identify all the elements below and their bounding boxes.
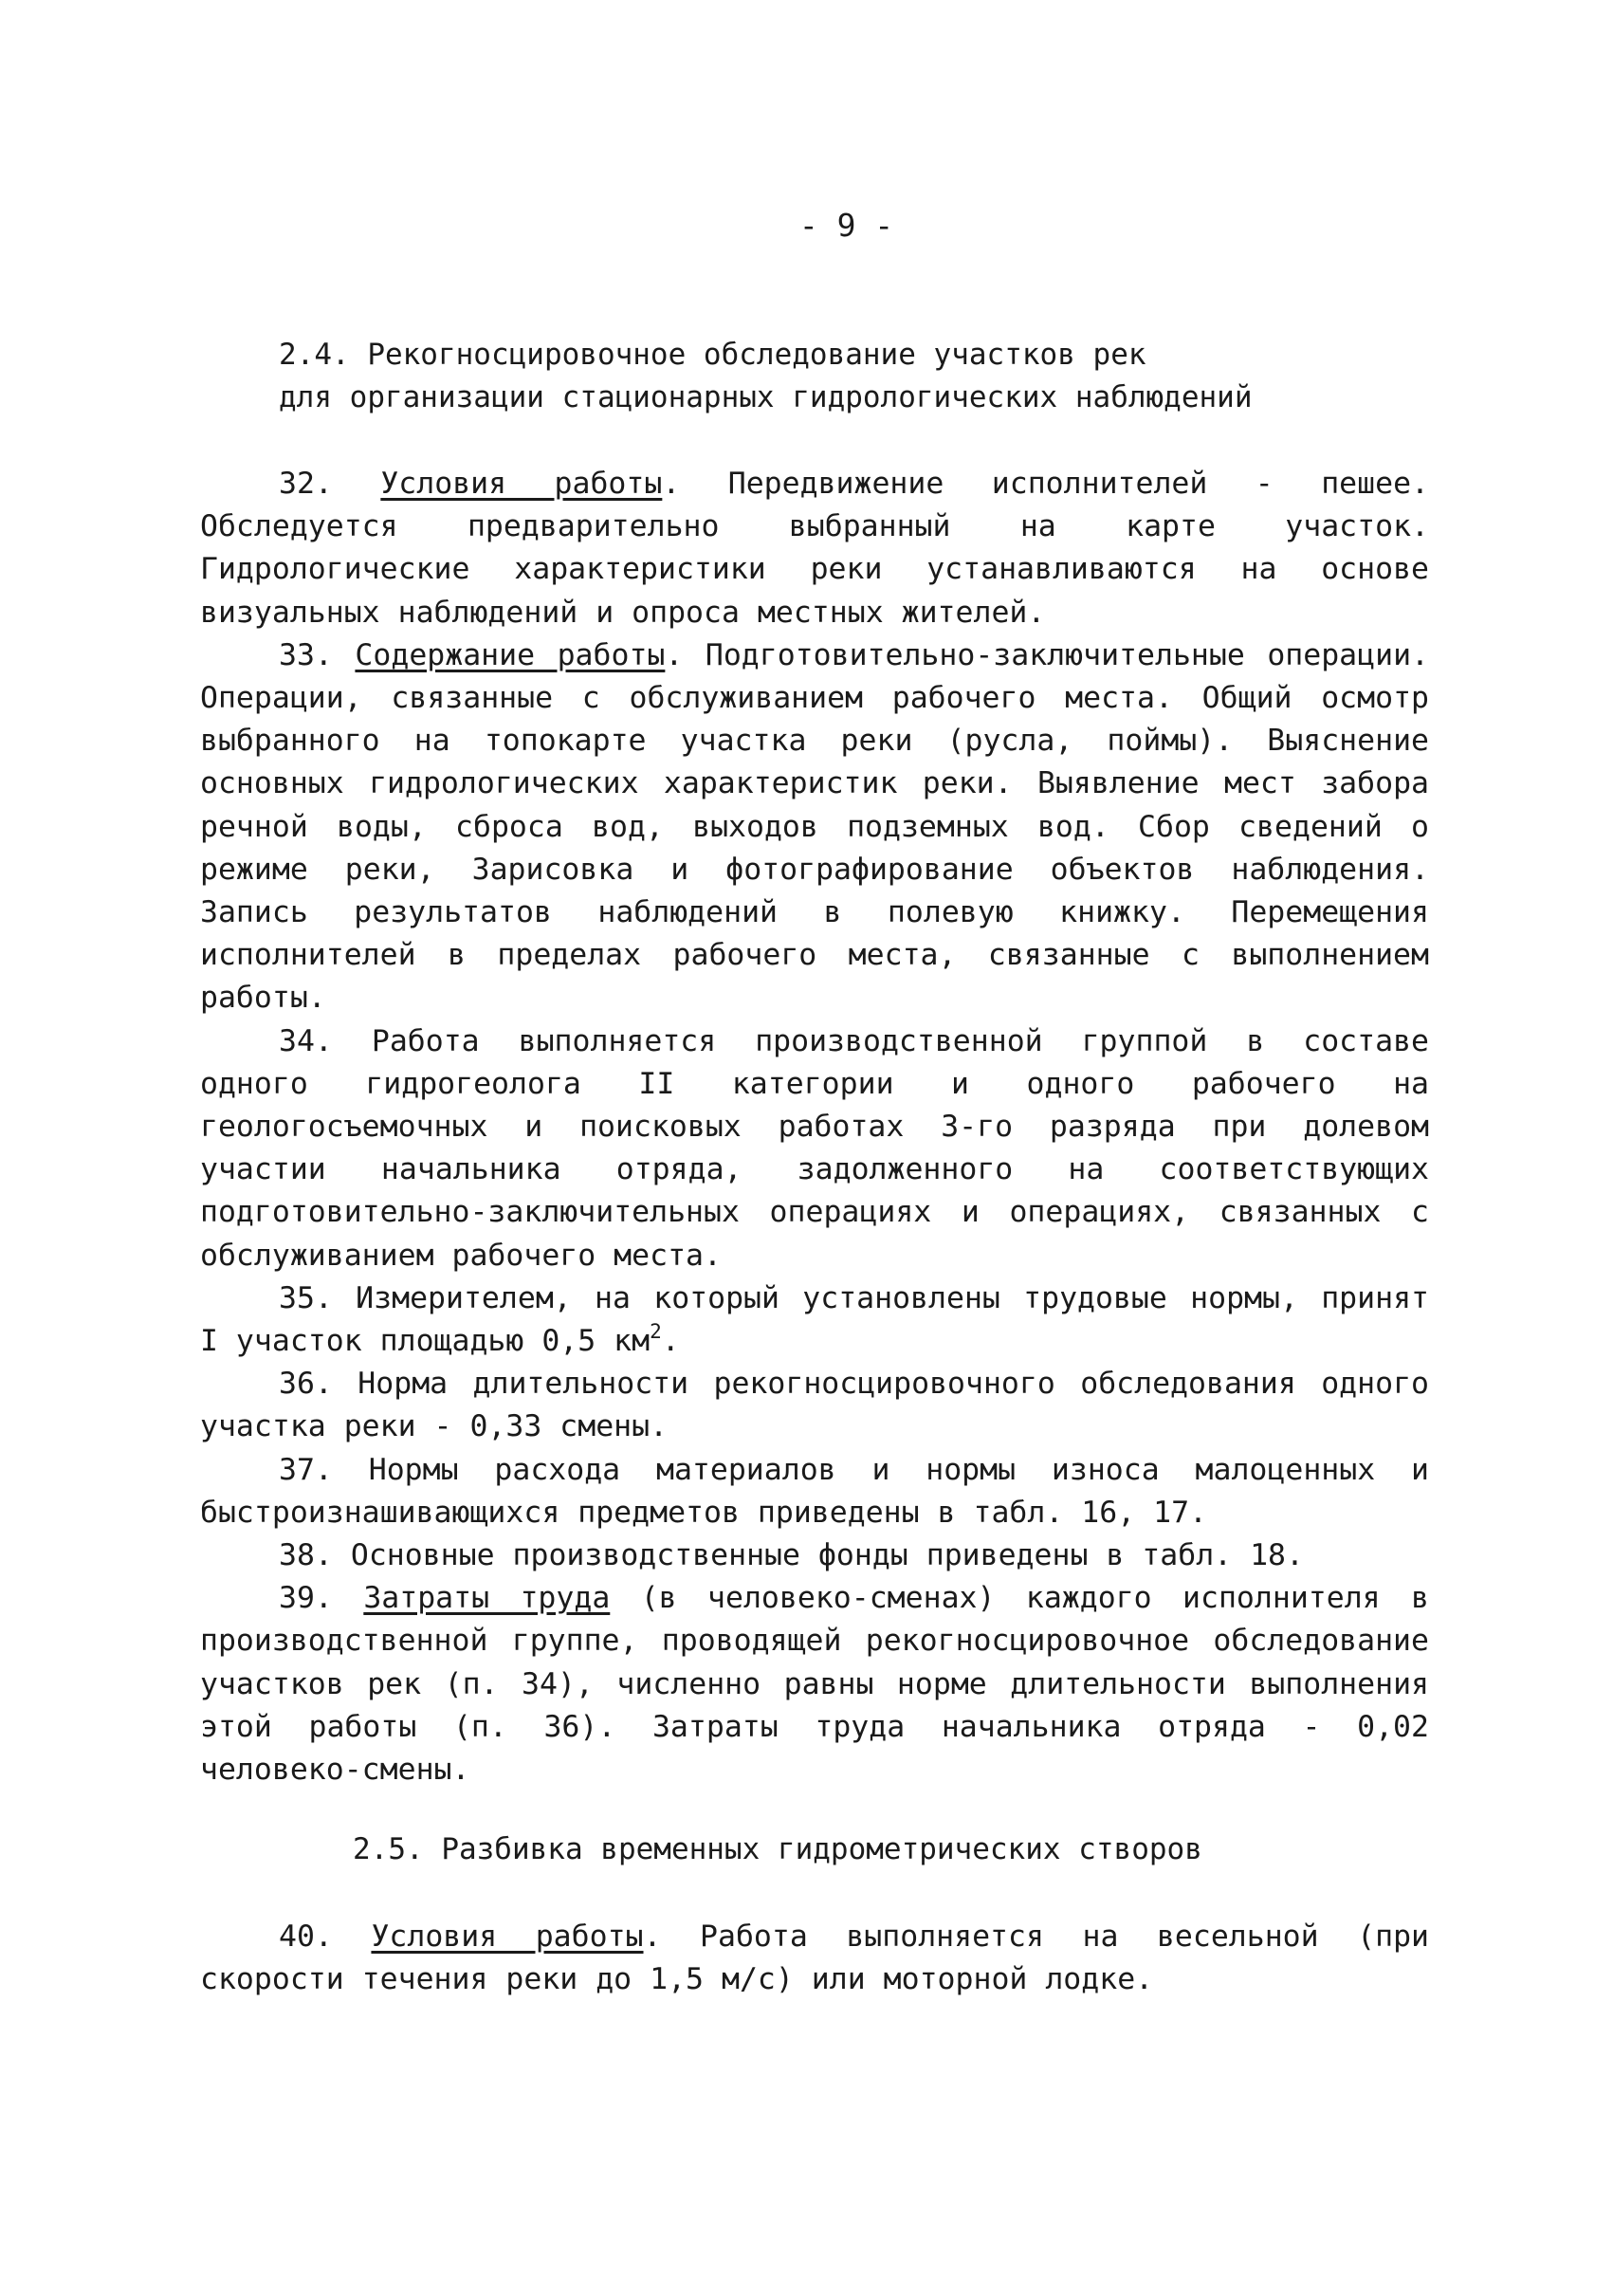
paragraph-label: Условия работы — [380, 467, 663, 501]
paragraph-33 — [200, 634, 1429, 1020]
paragraph-text: . Передвижение исполнителей - пешее. Обследуется предварительно выбранный на карте участок. Гидрологические характеристики реки устанавливаются на основе визуальных наблюдений и опроса местных жителей. — [200, 467, 1429, 630]
paragraph-37: 37. Нормы расхода материалов и нормы износа малоценных и быстроизнашивающихся предметов приведены в табл. 16, 17. — [200, 1452, 1429, 1530]
paragraph-35 — [200, 1277, 1429, 1363]
paragraph-end: . — [661, 1324, 680, 1359]
paragraph-text: 35. Измерителем, на который установлены трудовые нормы, принят I участок площадью 0,5 км — [200, 1280, 1429, 1359]
paragraph-32 — [200, 463, 1429, 634]
superscript: 2 — [650, 1320, 662, 1344]
paragraph-text: . Подготовительно-заключительные операции. Операции, связанные с обслуживанием рабочего места. Общий осмотр выбранного на топокарте участка реки (русла, поймы). Выяснение основных гидрологических характеристик реки. Выявление мест забора речной воды, сброса вод, выходов подземных вод. Сбор сведений о режиме реки, Зарисовка и фотографирование объектов наблюдения. Запись результатов наблюдений в полевую книжку. Перемещения исполнителей в пределах рабочего места, связанные с выполнением работы. — [200, 637, 1429, 1016]
paragraph-number: 32. — [279, 467, 381, 501]
section-2-4-body — [200, 463, 1429, 1791]
paragraph-number: 33. — [279, 637, 356, 672]
paragraph-39 — [200, 1577, 1429, 1791]
paragraph-text: (в человеко-сменах) каждого исполнителя в производственной группе, проводящей рекогносцировочное обследование участков рек (п. 34), численно равны норме длительности выполнения этой работы (п. 36). Затраты труда начальника отряда - 0,02 человеко-смены. — [200, 1581, 1430, 1788]
paragraph-number: 40. — [279, 1919, 372, 1954]
paragraph-text: . Работа выполняется на весельной (при скорости течения реки до 1,5 м/с) или моторной лодке. — [200, 1919, 1430, 1997]
section-2-5-body — [200, 1916, 1429, 2001]
section-2-5-heading: 2.5. Разбивка временных гидрометрических створов — [353, 1832, 1202, 1866]
paragraph-label: Содержание работы — [355, 637, 666, 672]
page-number: - 9 - — [798, 207, 894, 244]
paragraph-label: Условия работы — [371, 1919, 644, 1954]
section-2-4-title-line1: 2.4. Рекогносцировочное обследование участков рек — [279, 338, 1146, 372]
paragraph-36: 36. Норма длительности рекогносцировочного обследования одного участка реки - 0,33 смены. — [200, 1367, 1429, 1444]
paragraph-label: Затраты труда — [363, 1581, 611, 1616]
section-2-4-title-line2: для организации стационарных гидрологических наблюдений — [279, 380, 1253, 414]
section-2-4-heading — [279, 334, 1253, 419]
paragraph-40 — [200, 1916, 1429, 2001]
paragraph-number: 39. — [279, 1581, 364, 1616]
paragraph-38: 38. Основные производственные фонды приведены в табл. 18. — [279, 1538, 1304, 1573]
paragraph-34: 34. Работа выполняется производственной группой в составе одного гидрогеолога II категории и одного рабочего на геологосъемочных и поисковых работах 3-го разряда при долевом участии начальника отряда, задолженного на соответствующих подготовительно-заключительных операциях и операциях, связанных с обслуживанием рабочего места. — [200, 1023, 1429, 1273]
